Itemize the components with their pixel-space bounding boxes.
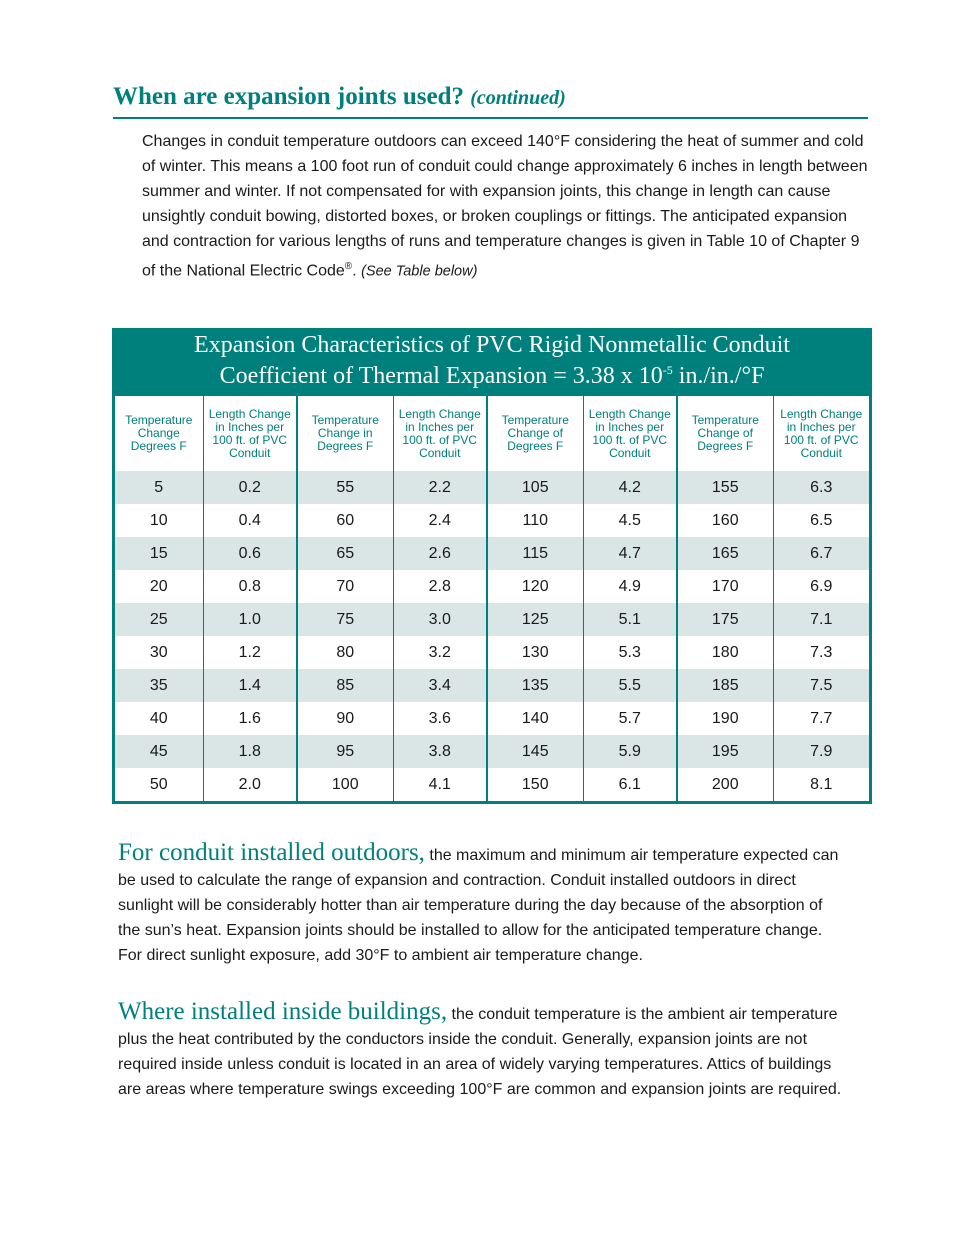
- temperature-cell: 10: [149, 511, 168, 529]
- temperature-cell: 65: [297, 537, 393, 570]
- temperature-cell: 115: [487, 537, 583, 570]
- temperature-cell: 50: [149, 775, 168, 793]
- column-header: Length Change in Inches per 100 ft. of PVC Conduit: [393, 396, 487, 471]
- temperature-cell: 140: [487, 702, 583, 735]
- length-change-cell: 5.7: [583, 702, 677, 735]
- length-change-cell: 1.0: [203, 603, 297, 636]
- table-row: [115, 471, 869, 504]
- coefficient-exponent: -5: [662, 363, 673, 377]
- table-title: [115, 328, 869, 396]
- length-change-cell: 6.9: [773, 570, 869, 603]
- coefficient-text: Coefficient of Thermal Expansion = 3.38 x 10: [219, 363, 663, 389]
- column-header: Temperature Change Degrees F: [125, 413, 193, 453]
- length-change-cell: 1.6: [203, 702, 297, 735]
- table-body: [115, 471, 869, 801]
- outdoors-paragraph: [118, 840, 848, 968]
- temperature-cell: 145: [487, 735, 583, 768]
- temperature-cell: 45: [115, 735, 203, 768]
- table-row: [115, 570, 869, 603]
- length-change-cell: 3.8: [393, 735, 487, 768]
- inside-paragraph: [118, 999, 848, 1102]
- temperature-cell: 150: [487, 768, 583, 801]
- temperature-cell: 200: [677, 768, 773, 801]
- outdoors-text: the maximum and minimum air temperature expected can be used to calculate the range of expansion and contraction. Conduit installed outdoors in direct sunlight will be considerably hotter than air temperature during the day because of the absorption of the sun’s heat. Expansion joints should be installed to allow for the anticipated temperature change. For direct sunlight exposure, add 30°F to ambient air temperature change.: [118, 847, 839, 964]
- temperature-cell: 15: [115, 537, 203, 570]
- temperature-cell: 105: [487, 471, 583, 504]
- temperature-cell: 100: [297, 768, 393, 801]
- coefficient-unit: in./in./°F: [672, 363, 765, 389]
- intro-paragraph: [142, 129, 870, 284]
- outdoors-lead: For conduit installed outdoors,: [118, 839, 425, 866]
- table-title-line2: [115, 358, 869, 389]
- see-table-note: (See Table below): [361, 263, 478, 280]
- intro-period: .: [352, 262, 357, 280]
- intro-text: Changes in conduit temperature outdoors can exceed 140°F considering the heat of summer and cold of winter. This means a 100 foot run of conduit could change approximately 6 inches in length between summer and winter. If not compensated for with expansion joints, this change in length can cause unsightly conduit bowing, distorted boxes, or broken couplings or fittings. The anticipated expansion and contraction for various lengths of runs and temperature changes is given in Table 10 of Chapter 9 of the National Electric Code: [142, 133, 868, 280]
- length-change-cell: 4.9: [583, 570, 677, 603]
- length-change-cell: 0.8: [203, 570, 297, 603]
- column-header: Length Change in Inches per 100 ft. of PVC Conduit: [773, 396, 869, 471]
- temperature-cell: 40: [149, 709, 168, 727]
- length-change-cell: 5.5: [583, 669, 677, 702]
- expansion-data-table: [115, 396, 869, 801]
- length-change-cell: 8.1: [773, 768, 869, 801]
- temperature-cell: 180: [677, 636, 773, 669]
- length-change-cell: 4.2: [583, 471, 677, 504]
- column-header: Length Change in Inches per 100 ft. of PVC Conduit: [203, 396, 297, 471]
- temperature-cell: 155: [677, 471, 773, 504]
- length-change-cell: 1.8: [203, 735, 297, 768]
- inside-text: the conduit temperature is the ambient air temperature plus the heat contributed by the conductors inside the conduit. Generally, expansion joints are not required inside unless conduit is located in an area of widely varying temperatures. Attics of buildings are areas where temperature swings exceeding 100°F are common and expansion joints are required.: [118, 1006, 842, 1098]
- temperature-cell: 5: [115, 471, 203, 504]
- temperature-cell: 175: [677, 603, 773, 636]
- temperature-cell: 190: [677, 702, 773, 735]
- length-change-cell: 3.0: [393, 603, 487, 636]
- table-row: [115, 603, 869, 636]
- length-change-cell: 2.8: [393, 570, 487, 603]
- length-change-cell: 2.6: [393, 537, 487, 570]
- column-header: Temperature Change of Degrees F: [487, 396, 583, 471]
- length-change-cell: 3.2: [393, 636, 487, 669]
- temperature-cell: 75: [297, 603, 393, 636]
- length-change-cell: 6.5: [773, 504, 869, 537]
- temperature-cell: 70: [297, 570, 393, 603]
- table-row: [115, 735, 869, 768]
- table-header-row: [115, 396, 869, 471]
- temperature-cell: 135: [487, 669, 583, 702]
- length-change-cell: 7.1: [773, 603, 869, 636]
- inside-lead: Where installed inside buildings,: [118, 998, 448, 1025]
- length-change-cell: 4.1: [393, 768, 487, 801]
- temperature-cell: 165: [677, 537, 773, 570]
- length-change-cell: 7.7: [773, 702, 869, 735]
- length-change-cell: 7.9: [773, 735, 869, 768]
- temperature-cell: 90: [297, 702, 393, 735]
- length-change-cell: 4.5: [583, 504, 677, 537]
- column-header: Temperature Change of Degrees F: [677, 396, 773, 471]
- table-row: [115, 537, 869, 570]
- length-change-cell: 2.0: [203, 768, 297, 801]
- table-row: [115, 702, 869, 735]
- length-change-cell: 5.9: [583, 735, 677, 768]
- table-row: [115, 636, 869, 669]
- section-heading: [113, 82, 867, 113]
- temperature-cell: 80: [297, 636, 393, 669]
- temperature-cell: 25: [115, 603, 203, 636]
- length-change-cell: 1.4: [203, 669, 297, 702]
- temperature-cell: 60: [297, 504, 393, 537]
- heading-divider: [113, 117, 868, 119]
- temperature-cell: 110: [487, 504, 583, 537]
- length-change-cell: 3.4: [393, 669, 487, 702]
- temperature-cell: 85: [297, 669, 393, 702]
- temperature-cell: 120: [487, 570, 583, 603]
- temperature-cell: 130: [487, 636, 583, 669]
- length-change-cell: 6.7: [773, 537, 869, 570]
- temperature-cell: 160: [677, 504, 773, 537]
- temperature-cell: 30: [149, 643, 168, 661]
- temperature-cell: 185: [677, 669, 773, 702]
- temperature-cell: 95: [297, 735, 393, 768]
- expansion-table: [112, 328, 872, 804]
- length-change-cell: 4.7: [583, 537, 677, 570]
- length-change-cell: 5.3: [583, 636, 677, 669]
- registered-mark: ®: [344, 261, 353, 272]
- table-row: [115, 504, 869, 537]
- temperature-cell: 20: [149, 577, 168, 595]
- length-change-cell: 2.4: [393, 504, 487, 537]
- temperature-cell: 170: [677, 570, 773, 603]
- length-change-cell: 2.2: [393, 471, 487, 504]
- table-title-line1: Expansion Characteristics of PVC Rigid Nonmetallic Conduit: [194, 332, 790, 358]
- length-change-cell: 0.4: [203, 504, 297, 537]
- temperature-cell: 35: [115, 669, 203, 702]
- length-change-cell: 6.3: [773, 471, 869, 504]
- length-change-cell: 0.6: [203, 537, 297, 570]
- heading-title: When are expansion joints used?: [113, 83, 464, 110]
- length-change-cell: 3.6: [393, 702, 487, 735]
- temperature-cell: 55: [297, 471, 393, 504]
- column-header: Temperature Change in Degrees F: [297, 396, 393, 471]
- table-row: [115, 669, 869, 702]
- length-change-cell: 5.1: [583, 603, 677, 636]
- table-row: [115, 768, 869, 801]
- temperature-cell: 125: [487, 603, 583, 636]
- length-change-cell: 7.5: [773, 669, 869, 702]
- heading-continued: (continued): [470, 87, 566, 109]
- length-change-cell: 7.3: [773, 636, 869, 669]
- column-header: Length Change in Inches per 100 ft. of PVC Conduit: [583, 396, 677, 471]
- length-change-cell: 6.1: [583, 768, 677, 801]
- length-change-cell: 1.2: [203, 636, 297, 669]
- length-change-cell: 0.2: [203, 471, 297, 504]
- temperature-cell: 195: [677, 735, 773, 768]
